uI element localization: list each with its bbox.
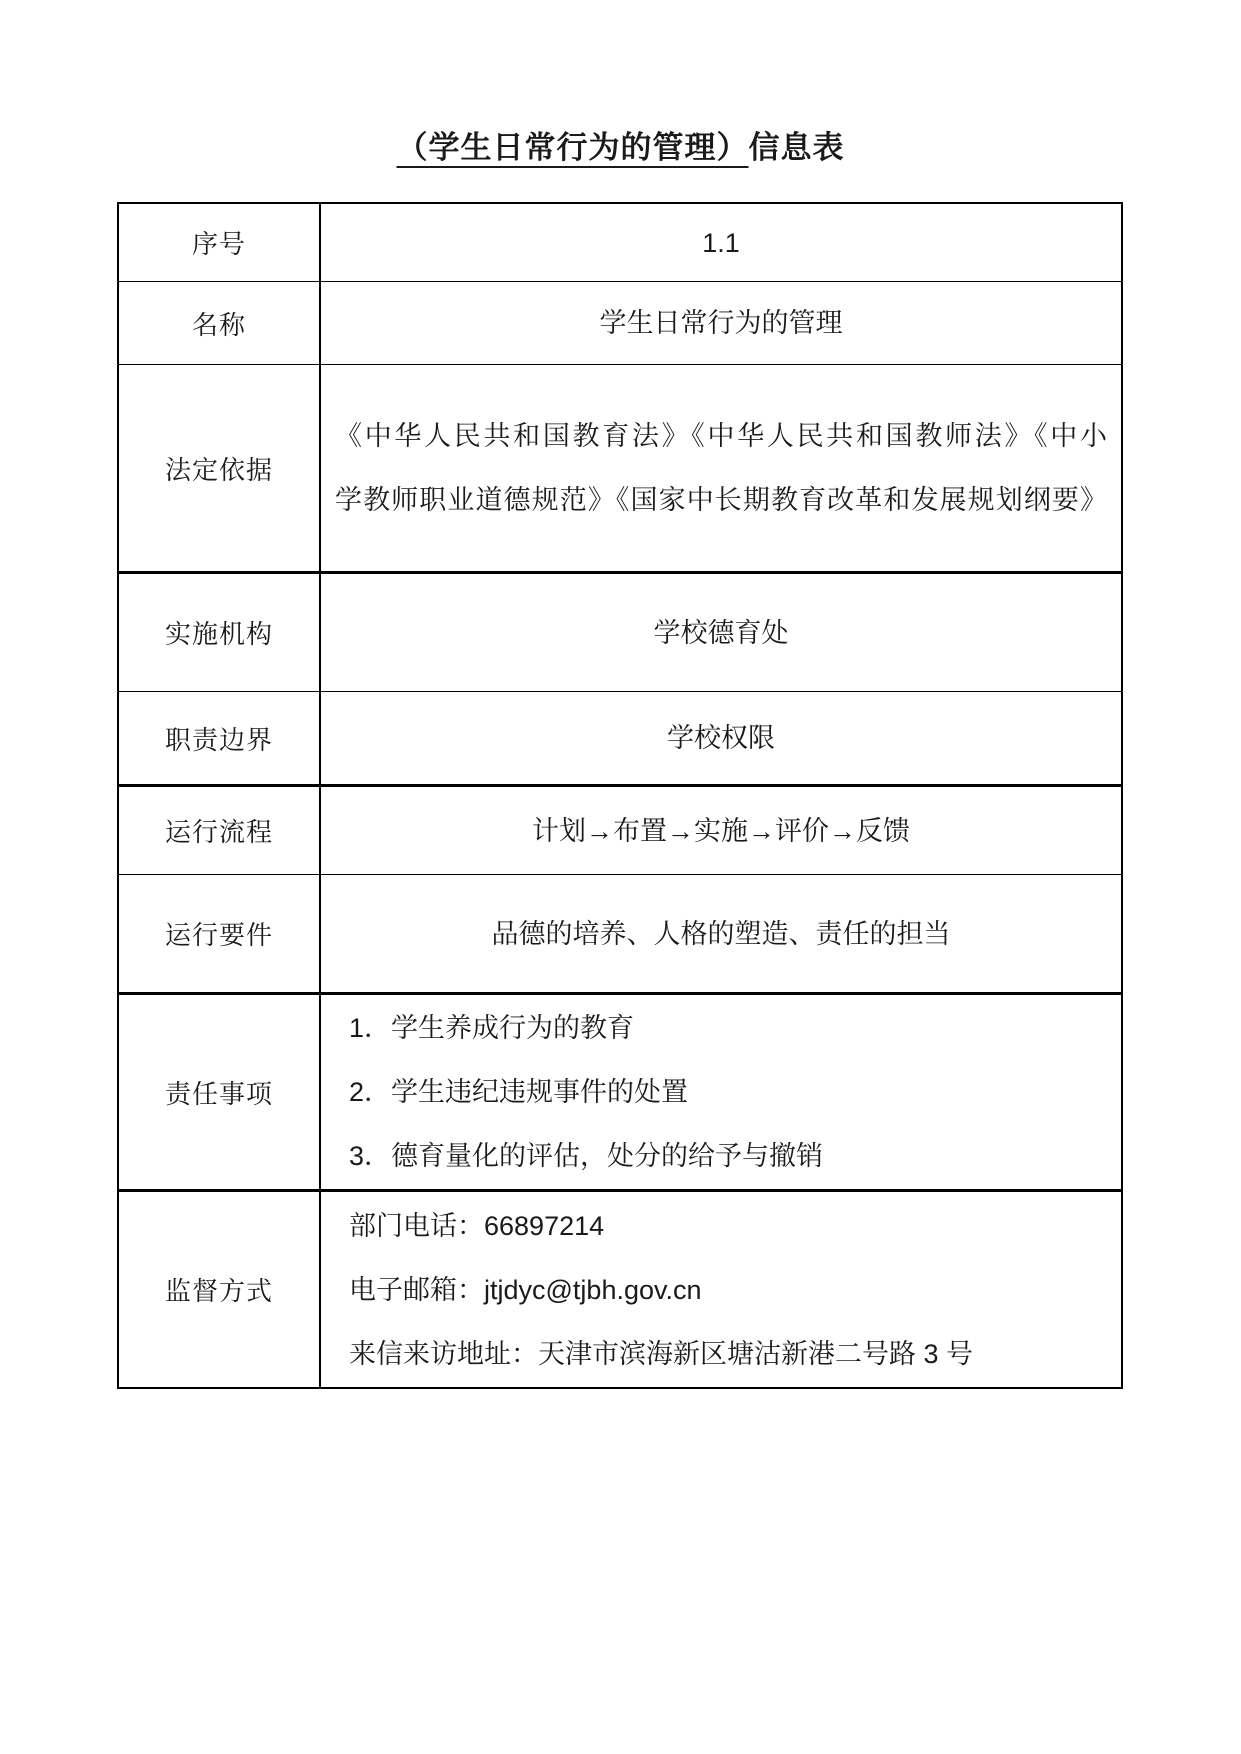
content-line: 学生日常行为的管理 bbox=[599, 308, 843, 338]
content-line: 3．德育量化的评估，处分的给予与撤销 bbox=[349, 1141, 824, 1171]
row-label: 运行流程 bbox=[119, 787, 321, 874]
table-row-supervision-method bbox=[119, 1192, 1121, 1387]
row-label: 序号 bbox=[119, 204, 321, 281]
table-row-name bbox=[119, 282, 1121, 365]
title-underlined-part: （学生日常行为的管理） bbox=[396, 130, 749, 165]
info-table bbox=[117, 202, 1123, 1389]
title-suffix: 信息表 bbox=[748, 130, 845, 165]
table-row-serial-number bbox=[119, 204, 1121, 282]
content-line: 学教师职业道德规范》《国家中长期教育改革和发展规划纲要》 bbox=[335, 485, 1107, 515]
row-label: 责任事项 bbox=[119, 995, 321, 1189]
content-line: 1.1 bbox=[702, 227, 740, 258]
row-label: 职责边界 bbox=[119, 692, 321, 784]
content-line: 来信来访地址：天津市滨海新区塘沽新港二号路 3 号 bbox=[349, 1338, 974, 1369]
row-content bbox=[321, 1192, 1121, 1387]
row-content bbox=[321, 875, 1121, 992]
table-row-responsibility-boundary bbox=[119, 692, 1121, 787]
content-line: 部门电话：66897214 bbox=[349, 1210, 605, 1241]
table-row-operation-process bbox=[119, 787, 1121, 875]
page-title bbox=[0, 122, 1241, 167]
content-line: 1．学生养成行为的教育 bbox=[349, 1013, 635, 1043]
row-content bbox=[321, 282, 1121, 364]
row-content bbox=[321, 787, 1121, 874]
content-line: 电子邮箱：jtjdyc@tjbh.gov.cn bbox=[349, 1274, 702, 1305]
row-content bbox=[321, 995, 1121, 1189]
row-content bbox=[321, 574, 1121, 691]
content-line: 2．学生违纪违规事件的处置 bbox=[349, 1077, 689, 1107]
table-row-implementing-agency bbox=[119, 574, 1121, 692]
content-line: 学校德育处 bbox=[653, 617, 789, 648]
row-label: 法定依据 bbox=[119, 365, 321, 571]
row-content bbox=[321, 204, 1121, 281]
row-content bbox=[321, 365, 1121, 571]
row-content bbox=[321, 692, 1121, 784]
content-line: 品德的培养、人格的塑造、责任的担当 bbox=[491, 918, 951, 949]
content-line: 学校权限 bbox=[667, 723, 775, 753]
content-line: 计划→布置→实施→评价→反馈 bbox=[532, 815, 910, 846]
row-label: 名称 bbox=[119, 282, 321, 364]
table-row-responsibility-items bbox=[119, 995, 1121, 1192]
table-row-legal-basis bbox=[119, 365, 1121, 574]
content-line: 《中华人民共和国教育法》《中华人民共和国教师法》《中小 bbox=[335, 421, 1107, 451]
row-label: 监督方式 bbox=[119, 1192, 321, 1387]
row-label: 运行要件 bbox=[119, 875, 321, 992]
table-row-operation-elements bbox=[119, 875, 1121, 995]
row-label: 实施机构 bbox=[119, 574, 321, 691]
